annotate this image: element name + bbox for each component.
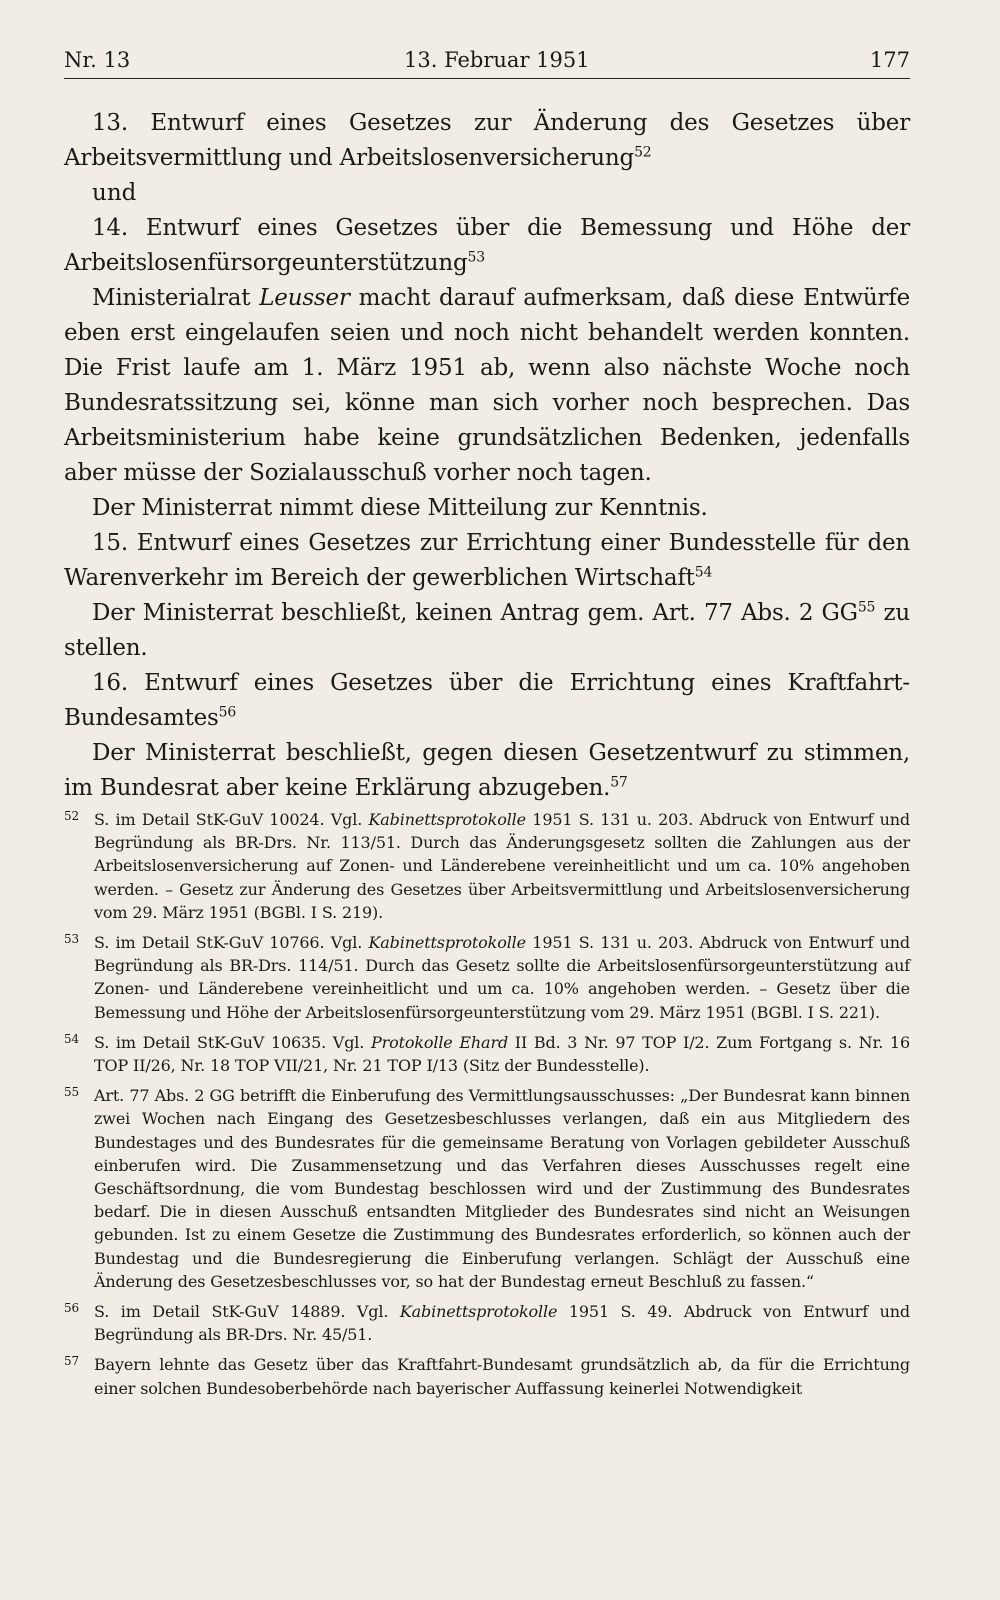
paragraph-antrag xyxy=(64,596,910,666)
paragraph-antrag-end: zu stellen. xyxy=(64,600,910,661)
footnote-number: 55 xyxy=(64,1085,79,1100)
footnote-text: II Bd. 3 Nr. 97 TOP I/2. Zum Fortgang s. Nr. 16 TOP II/26, Nr. 18 TOP VII/21, Nr. 21 TOP I/13 (Sitz der Bundesstelle). xyxy=(94,1032,910,1076)
paragraph-bundesrat xyxy=(64,736,910,806)
footnote-52 xyxy=(64,808,910,924)
conjunction-und: und xyxy=(92,180,137,206)
footnote-text: S. im Detail StK-GuV 10635. Vgl. xyxy=(94,1032,371,1052)
footnote-ref-55[interactable]: 55 xyxy=(857,599,876,616)
footnote-number: 52 xyxy=(64,809,79,823)
footnote-56 xyxy=(64,1300,910,1346)
footnote-source-title: Kabinettsprotokolle xyxy=(399,1302,558,1322)
paragraph-antrag-body: Der Ministerrat beschließt, keinen Antrag gem. Art. 77 Abs. 2 GG xyxy=(92,600,858,626)
agenda-item-15-title: 15. Entwurf eines Gesetzes zur Errichtung einer Bundesstelle für den Warenverkehr im Bereich der gewerblichen Wirtschaft xyxy=(64,530,910,591)
agenda-item-14-title: 14. Entwurf eines Gesetzes über die Bemessung und Höhe der Arbeitslosenfürsorgeunterstützung xyxy=(64,215,910,276)
issue-number: Nr. 13 xyxy=(64,48,131,72)
footnote-source-title: Kabinettsprotokolle xyxy=(368,933,526,953)
footnote-text: 1951 S. 131 u. 203. Abdruck von Entwurf und Begründung als BR-Drs. 114/51. Durch das Gesetz sollte die Arbeitslosenfürsorgeunterstützung auf Zonen- und Länderebene vereinheitlicht und um ca. 10% angehoben werden. – Gesetz über die Bemessung und Höhe der Arbeitslosenfürsorgeunterstützung vom 29. März 1951 (BGBl. I S. 221). xyxy=(94,933,910,1022)
footnote-source-title: Protokolle Ehard xyxy=(370,1032,509,1052)
footnote-text: 1951 S. 49. Abdruck von Entwurf und Begründung als BR-Drs. Nr. 45/51. xyxy=(94,1302,911,1345)
footnote-source-title: Kabinettsprotokolle xyxy=(368,810,526,829)
paragraph-leusser-prefix: Ministerialrat xyxy=(92,285,260,311)
footnote-57 xyxy=(64,1353,910,1399)
footnote-ref-54[interactable]: 54 xyxy=(694,564,713,581)
footnote-53 xyxy=(64,931,910,1024)
footnote-text: Art. 77 Abs. 2 GG betrifft die Einberufung des Vermittlungsausschusses: „Der Bundesrat kann binnen zwei Wochen nach Eingang des Gesetzesbeschlusses verlangen, daß ein aus Mitgliedern des Bundestages und des Bundesrates für die gemeinsame Beratung von Vorlagen gebildeter Ausschuß einberufen wird. Die Zusammensetzung und das Verfahren dieses Ausschusses regelt eine Geschäftsordnung, die vom Bundestag beschlossen wird und der Zustimmung des Bundesrates bedarf. Die in diesen Ausschuß entsandten Mitglieder des Bundesrates sind nicht an Weisungen gebunden. Ist zu einem Gesetze die Zustimmung des Bundesrates erforderlich, so können auch der Bundestag und die Bundesregierung die Einberufung verlangen. Schlägt der Ausschuß eine Änderung des Gesetzesbeschlusses vor, so hat der Bundestag erneut Beschluß zu fassen.“ xyxy=(94,1086,910,1291)
agenda-item-13 xyxy=(64,106,910,176)
header-date: 13. Februar 1951 xyxy=(404,48,590,72)
agenda-item-15 xyxy=(64,526,910,596)
paragraph-kenntnis: Der Ministerrat nimmt diese Mitteilung zur Kenntnis. xyxy=(92,495,708,521)
footnotes-section xyxy=(64,808,910,1407)
footnote-text: 1951 S. 131 u. 203. Abdruck von Entwurf und Begründung als BR-Drs. Nr. 113/51. Durch das Änderungsgesetz sollten die Zahlungen aus der Arbeitslosenversicherung auf Zonen- und Länderebene vereinheitlicht und um ca. 10% angehoben werden. – Gesetz zur Änderung des Gesetzes über Arbeitsvermittlung und Arbeitslosenversicherung vom 29. März 1951 (BGBl. I S. 219). xyxy=(94,810,910,922)
page-number: 177 xyxy=(869,48,910,72)
footnote-text: S. im Detail StK-GuV 14889. Vgl. xyxy=(94,1302,400,1322)
person-name-leusser: Leusser xyxy=(259,285,350,311)
paragraph-bundesrat-body: Der Ministerrat beschließt, gegen diesen Gesetzentwurf zu stimmen, im Bundesrat aber keine Erklärung abzugeben. xyxy=(64,740,910,801)
footnote-ref-56[interactable]: 56 xyxy=(218,704,237,721)
footnote-55 xyxy=(64,1084,910,1293)
footnote-ref-57[interactable]: 57 xyxy=(610,774,628,791)
running-header xyxy=(64,42,910,79)
footnote-ref-53[interactable]: 53 xyxy=(467,249,485,266)
footnote-number: 54 xyxy=(64,1031,79,1046)
main-text xyxy=(64,106,910,806)
agenda-item-16-title: 16. Entwurf eines Gesetzes über die Errichtung eines Kraftfahrt-Bundesamtes xyxy=(64,670,910,731)
agenda-item-14 xyxy=(64,211,910,281)
footnote-number: 57 xyxy=(64,1354,79,1369)
paragraph-leusser-body: macht darauf aufmerksam, daß diese Entwürfe eben erst eingelaufen seien und noch nicht behandelt werden konnten. Die Frist laufe am 1. März 1951 ab, wenn also nächste Woche noch Bundesratssitzung sei, könne man sich vorher noch besprechen. Das Arbeitsministerium habe keine grundsätzlichen Bedenken, jedenfalls aber müsse der Sozialausschuß vorher noch tagen. xyxy=(64,285,910,486)
agenda-item-13-title: 13. Entwurf eines Gesetzes zur Änderung des Gesetzes über Arbeitsvermittlung und Arbeitslosenversicherung xyxy=(64,110,910,171)
footnote-54 xyxy=(64,1031,910,1077)
footnote-number: 56 xyxy=(64,1301,79,1316)
paragraph-leusser xyxy=(64,281,910,491)
footnote-text: Bayern lehnte das Gesetz über das Kraftfahrt-Bundesamt grundsätzlich ab, da für die Errichtung einer solchen Bundesoberbehörde nach bayerischer Auffassung keinerlei Notwendigkeit xyxy=(94,1355,910,1398)
footnote-text: S. im Detail StK-GuV 10766. Vgl. xyxy=(94,933,369,953)
footnote-ref-52[interactable]: 52 xyxy=(634,144,652,161)
footnote-text: S. im Detail StK-GuV 10024. Vgl. xyxy=(94,810,369,829)
footnote-number: 53 xyxy=(64,932,79,947)
agenda-item-16 xyxy=(64,666,910,736)
